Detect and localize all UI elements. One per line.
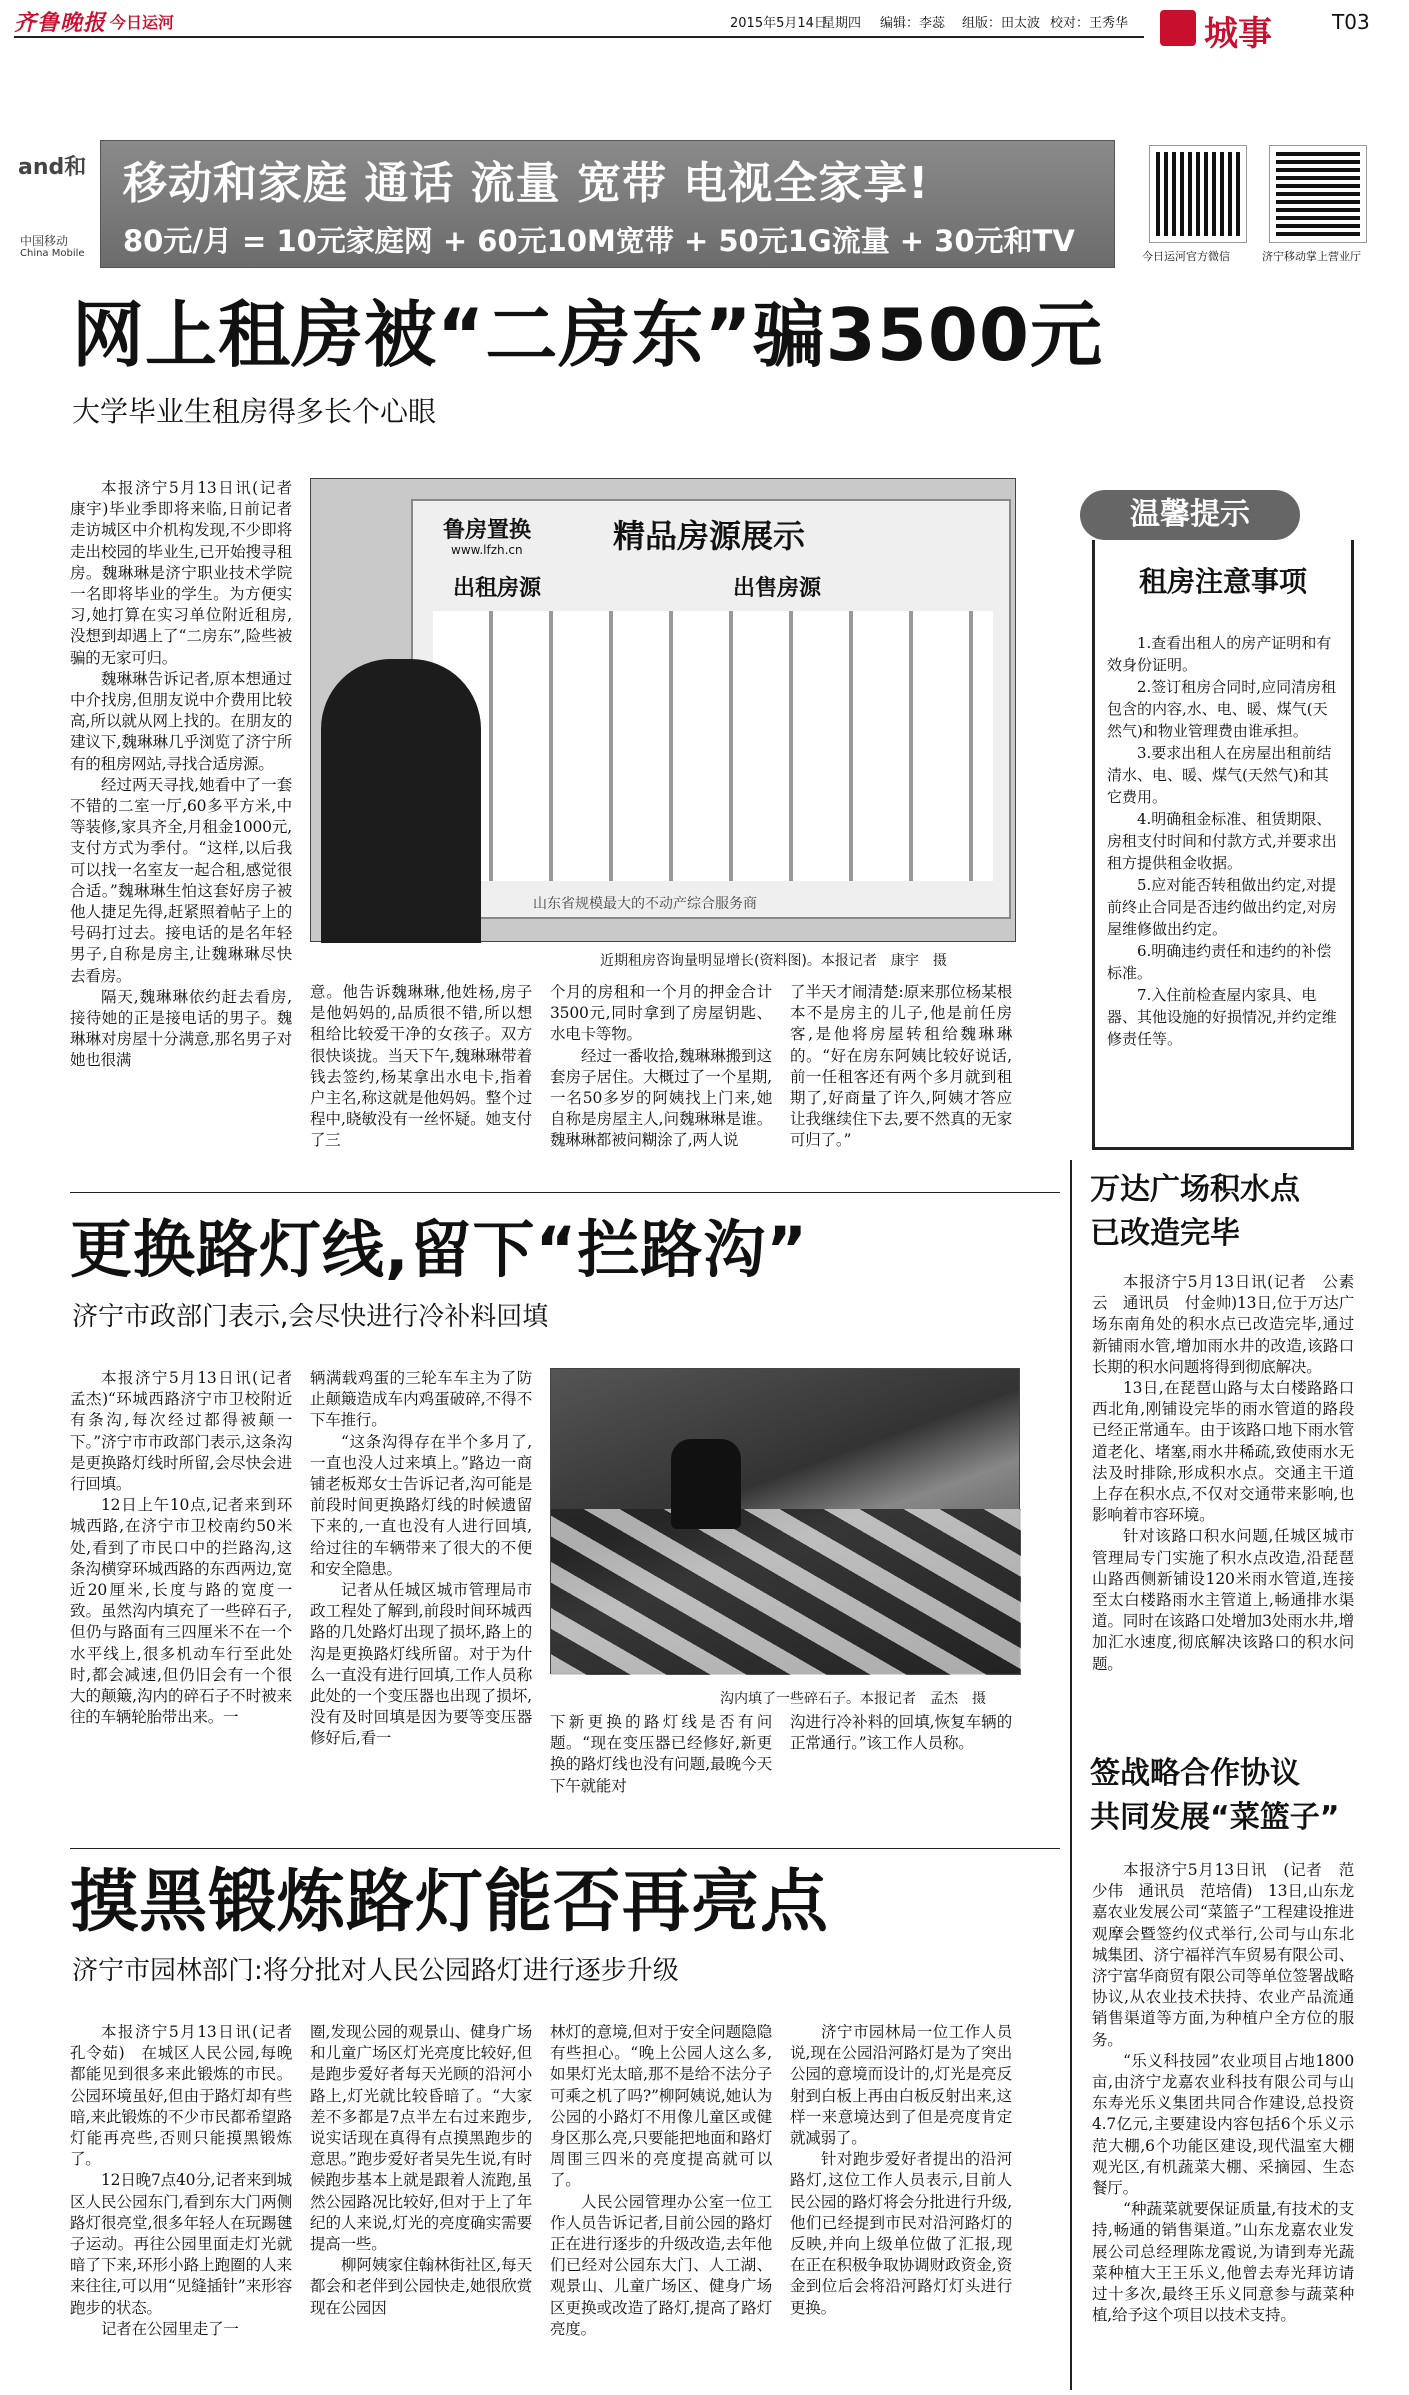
qr-caption-hall: 济宁移动掌上营业厅 <box>1262 250 1361 263</box>
photo-person <box>321 659 481 943</box>
tips-item: 1.查看出租人的房产证明和有效身份证明。 <box>1107 634 1332 674</box>
header-weekday: 星期四 <box>822 16 862 31</box>
tips-box <box>1092 540 1354 1150</box>
ad-banner[interactable] <box>100 140 1115 268</box>
article1-col4: 了半天才闹清楚:原来那位杨某根本不是房主的儿子,他是前任房客,是他将房屋转租给魏琳琳的。“好在房东阿姨比较好说话,前一任租客还有两个多月就到租期了,好商量了许久,阿姨才答应让我继续住下去,要不然真的无家可归了。” <box>790 983 1012 1150</box>
tips-item: 6.明确违约责任和违约的补偿标准。 <box>1107 942 1332 982</box>
article3-col4: 济宁市园林局一位工作人员说,现在公园沿河路灯是为了突出公园的意境而设计的,灯光是亮反射到白板上再由白板反射出来,这样一来意境达到了但是亮度肯定就减弱了。 针对跑步爱好者提出的沿河路灯,这位工作人员表示,目前人民公园的路灯将会分批进行升级,他们已经提到市民对沿河路灯的反映,并向上级单位做了汇报,现在正在积极争取协调财政资金,资金到位后会将沿河路灯灯头进行更换。 <box>790 2023 1012 2317</box>
qr-caption-wechat: 今日运河官方微信 <box>1142 250 1230 263</box>
tips-item: 5.应对能否转租做出约定,对提前终止合同是否违约做出约定,对房屋维修做出约定。 <box>1107 876 1337 938</box>
ad-brand: 中国移动 <box>20 234 69 248</box>
ad-logo-text: and和 <box>18 155 87 180</box>
photo-cyclist <box>671 1439 741 1529</box>
article1-subtitle: 大学毕业生租房得多长个心眼 <box>72 395 437 428</box>
header-layout: 组版：田太波 <box>962 16 1041 31</box>
ad-slogan: 移动和家庭 通话 流量 宽带 电视全家享! <box>123 158 930 209</box>
article1-title: 网上租房被“二房东”骗3500元 <box>72 293 1104 377</box>
article2-col1: 本报济宁5月13日讯(记者 孟杰)“环城西路济宁市卫校附近有条沟,每次经过都得被颠一下。”济宁市市政部门表示,这条沟是更换路灯线时所留,会尽快会进行回填。 12日上午10点,记者来到环城西路,在济宁市卫校南约50米处,看到了市民口中的拦路沟,这条沟横穿环城西路的东西两边,宽近20厘米,长度与路的宽度一致。虽然沟内填充了一些碎石子,但仍与路面有三四厘米不在一个水平线上,很多机动车行至此处时,都会减速,但仍旧会有一个很大的颠簸,沟内的碎石子不时被来往的车辆轮胎带出来。一 <box>70 1369 308 1727</box>
sidebar-divider <box>1070 1160 1072 2390</box>
article2-col2: 辆满载鸡蛋的三轮车车主为了防止颠簸造成车内鸡蛋破碎,不得不下车推行。 “这条沟得存在半个多月了,一直也没人过来填上。”路边一商铺老板郑女士告诉记者,沟可能是前段时间更换路灯线的时候遗留下来的,一直也没有人进行回填,给过往的车辆带来了很大的不便和安全隐患。 记者从任城区城市管理局市政工程处了解到,前段时间环城西路的几处路灯出现了损坏,路上的沟是更换路灯线所留。对于为什么一直没有进行回填,工作人员称此处的一个变压器也出现了损坏,没有及时回填是因为要等变压器修好后,看一 <box>310 1369 532 1748</box>
tips-item: 7.入住前检查屋内家具、电器、其他设施的好损情况,并约定维修责任等。 <box>1107 986 1337 1048</box>
ad-brand-en: China Mobile <box>20 248 85 259</box>
article2-title: 更换路灯线,留下“拦路沟” <box>70 1213 809 1286</box>
tips-item: 3.要求出租人在房屋出租前结清水、电、暖、煤气(天然气)和其它费用。 <box>1107 744 1332 806</box>
photo-board <box>411 499 1011 919</box>
page-number: T03 <box>1332 10 1370 34</box>
photo-road <box>551 1509 1021 1675</box>
qr-code-hall[interactable] <box>1270 146 1366 242</box>
tips-item: 2.签订租房合同时,应同清房租包含的内容,水、电、暖、煤气(天然气)和物业管理费由谁承担。 <box>1107 678 1337 740</box>
tips-badge: 温馨提示 <box>1080 490 1300 540</box>
section-name: 城事 <box>1204 14 1272 54</box>
photo-board-footer: 山东省规模最大的不动产综合服务商 <box>533 896 757 912</box>
article3-col2: 圈,发现公园的观景山、健身广场和儿童广场区灯光亮度比较好,但是跑步爱好者每天光顾的沿河小路上,灯光就比较昏暗了。“大家差不多都是7点半左右过来跑步,说实话现在真得有点摸黑跑步的意思。”跑步爱好者吴先生说,有时候跑步基本上就是跟着人流跑,虽然公园路况比较好,但对于上了年纪的人来说,灯光的亮度确实需要提高一些。 柳阿姨家住翰林街社区,每天都会和老伴到公园快走,她很欣赏现在公园因 <box>310 2023 532 2317</box>
section-rule-2 <box>70 1192 1060 1193</box>
header-editor: 编辑：李蕊 <box>880 16 946 31</box>
article1-photo-caption: 近期租房咨询量明显增长(资料图)。本报记者 康宇 摄 <box>600 953 947 969</box>
article3-title: 摸黑锻炼路灯能否再亮点 <box>70 1863 830 1942</box>
article3-col1: 本报济宁5月13日讯(记者 孔令茹) 在城区人民公园,每晚都能见到很多来此锻炼的市民。公园环境虽好,但由于路灯却有些暗,来此锻炼的不少市民都希望路灯能再亮些,否则只能摸黑锻炼了。 12日晚7点40分,记者来到城区人民公园东门,看到东大门两侧路灯很亮堂,很多年轻人在玩踢毽子运动。再往公园里面走灯光就暗了下来,环形小路上跑圈的人来来往往,可以用“见缝插针”来形容跑步的状态。 记者在公园里走了一 <box>70 2023 308 2338</box>
article1-col1: 本报济宁5月13日讯(记者 康宇)毕业季即将来临,日前记者走访城区中介机构发现,不少即将走出校园的毕业生,已开始搜寻租房。魏琳琳是济宁职业技术学院一名即将毕业的学生。为方便实习,她打算在实习单位附近租房,没想到却遇上了“二房东”,险些被骗的无家可归。 魏琳琳告诉记者,原本想通过中介找房,但朋友说中介费用比较高,所以就从网上找的。在朋友的建议下,魏琳琳几乎浏览了济宁所有的租房网站,寻找合适房源。 经过两天寻找,她看中了一套不错的二室一厅,60多平方米,中等装修,家具齐全,月租金1000元,支付方式为季付。“这样,以后我可以找一名室友一起合租,感觉很合适。”魏琳琳生怕这套好房子被他人捷足先得,赶紧照着帖子上的号码打过去。接电话的是名年轻男子,自称是房主,让魏琳琳尽快去看房。 隔天,魏琳琳依约赶去看房,接待她的正是接电话的男子。魏琳琳对房屋十分满意,那名男子对她也很满 <box>70 479 308 1070</box>
edition-name: 今日运河 <box>110 13 175 32</box>
photo-board-col2: 出售房源 <box>733 576 822 601</box>
photo-board-url: www.lfzh.cn <box>451 543 523 557</box>
basket-title-line2: 共同发展“菜篮子” <box>1090 1800 1340 1835</box>
photo-board-col1: 出租房源 <box>453 576 542 601</box>
basket-body: 本报济宁5月13日讯 (记者 范少伟 通讯员 范培倩) 13日,山东龙嘉农业发展公司“菜篮子”工程建设推进观摩会暨签约仪式举行,公司与山东北城集团、济宁福祥汽车贸易有限公司、济宁富华商贸有限公司等单位签署战略协议,从农业技术扶持、农业产品流通销售渠道等方面,为种植户全方位的服务。 “乐义科技园”农业项目占地1800亩,由济宁龙嘉农业科技有限公司与山东寿光乐义集团共同合作建设,总投资4.7亿元,主要建设内容包括6个乐义示范大棚,6个功能区建设,现代温室大棚观光区,有机蔬菜大棚、采摘园、生态餐厅。 “种蔬菜就要保证质量,有技术的支持,畅通的销售渠道。”山东龙嘉农业发展公司总经理陈龙霞说,为请到寿光蔬菜种植大王王乐义,他曾去寿光拜访请过十多次,最终王乐义同意参与蔬菜种植,给予这个项目以技术支持。 <box>1092 1861 1354 2325</box>
article2-col4: 沟进行冷补料的回填,恢复车辆的正常通行。”该工作人员称。 <box>790 1713 1012 1753</box>
header-proof: 校对：王秀华 <box>1050 16 1129 31</box>
article1-col2: 意。他告诉魏琳琳,他姓杨,房子是他妈妈的,品质很不错,所以想租给比较爱干净的女孩子。双方很快谈拢。当天下午,魏琳琳带着钱去签约,杨某拿出水电卡,指着户主名,称这就是他妈妈。整个过程中,晓敏没有一丝怀疑。她支付了三 <box>310 983 532 1150</box>
article2-subtitle: 济宁市政部门表示,会尽快进行冷补料回填 <box>72 1302 549 1332</box>
article1-col3: 个月的房租和一个月的押金合计3500元,同时拿到了房屋钥匙、水电卡等物。 经过一番收拾,魏琳琳搬到这套房子居住。大概过了一个星期,一名50多岁的阿姨找上门来,她自称是房屋主人,问魏琳琳是谁。魏琳琳都被问糊涂了,两人说 <box>550 983 772 1150</box>
tips-title: 租房注意事项 <box>1138 565 1307 598</box>
section-rule-3 <box>70 1848 1060 1849</box>
article3-subtitle: 济宁市园林部门:将分批对人民公园路灯进行逐步升级 <box>72 1956 679 1986</box>
wanda-body: 本报济宁5月13日讯(记者 公素云 通讯员 付金帅)13日,位于万达广场东南角处的积水点已改造完毕,通过新铺雨水管,增加雨水井的改造,该路口长期的积水问题将得到彻底解决。 13日,在琵琶山路与太白楼路路口西北角,刚铺设完毕的雨水管道的路段已经正常通车。由于该路口地下雨水管道老化、堵塞,雨水井稀疏,致使雨水无法及时排除,形成积水点。交通主干道上存在积水点,不仅对交通带来影响,也影响着市容环境。 针对该路口积水问题,任城区城市管理局专门实施了积水点改造,沿琵琶山路西侧新铺设120米雨水管道,连接至太白楼路雨水主管道上,畅通排水渠道。同时在该路口处增加3处雨水井,增加汇水速度,彻底解决该路口的积水问题。 <box>1092 1273 1354 1673</box>
masthead-logo: 齐鲁晚报 <box>14 11 107 36</box>
section-icon <box>1160 10 1196 46</box>
wanda-title-line1: 万达广场积水点 <box>1090 1172 1300 1207</box>
article2-photo-caption: 沟内填了一些碎石子。本报记者 孟杰 摄 <box>720 1691 986 1707</box>
article1-photo <box>310 478 1016 942</box>
header-date: 2015年5月14日 <box>730 16 827 31</box>
wanda-title-line2: 已改造完毕 <box>1090 1216 1240 1251</box>
article3-col3: 林灯的意境,但对于安全问题隐隐有些担心。“晚上公园人这么多,如果灯光太暗,那不是给不法分子可乘之机了吗?”柳阿姨说,她认为公园的小路灯不用像儿童区或健身区那么亮,只要能把地面和路灯周围三四米的亮度提高就可以了。 人民公园管理办公室一位工作人员告诉记者,目前公园的路灯正在进行逐步的升级改造,去年他们已经对公园东大门、人工湖、观景山、儿童广场区、健身广场区更换或改造了路灯,提高了路灯亮度。 <box>550 2023 772 2338</box>
qr-code-wechat[interactable] <box>1150 146 1246 242</box>
basket-title-line1: 签战略合作协议 <box>1090 1756 1300 1791</box>
photo-board-brand: 鲁房置换 <box>443 518 532 543</box>
photo-board-title: 精品房源展示 <box>613 517 806 555</box>
ad-offer: 80元/月 = 10元家庭网 + 60元10M宽带 + 50元1G流量 + 30元和TV <box>123 224 1075 258</box>
tips-item: 4.明确租金标准、租赁期限、房租支付时间和付款方式,并要求出租方提供租金收据。 <box>1107 810 1337 872</box>
article2-col3: 下新更换的路灯线是否有问题。“现在变压器已经修好,新更换的路灯线也没有问题,最晚今天下午就能对 <box>550 1713 772 1795</box>
header-rule <box>14 36 1144 38</box>
tips-list <box>1107 632 1341 1050</box>
article2-photo <box>550 1368 1020 1674</box>
photo-board-listings <box>433 611 993 881</box>
